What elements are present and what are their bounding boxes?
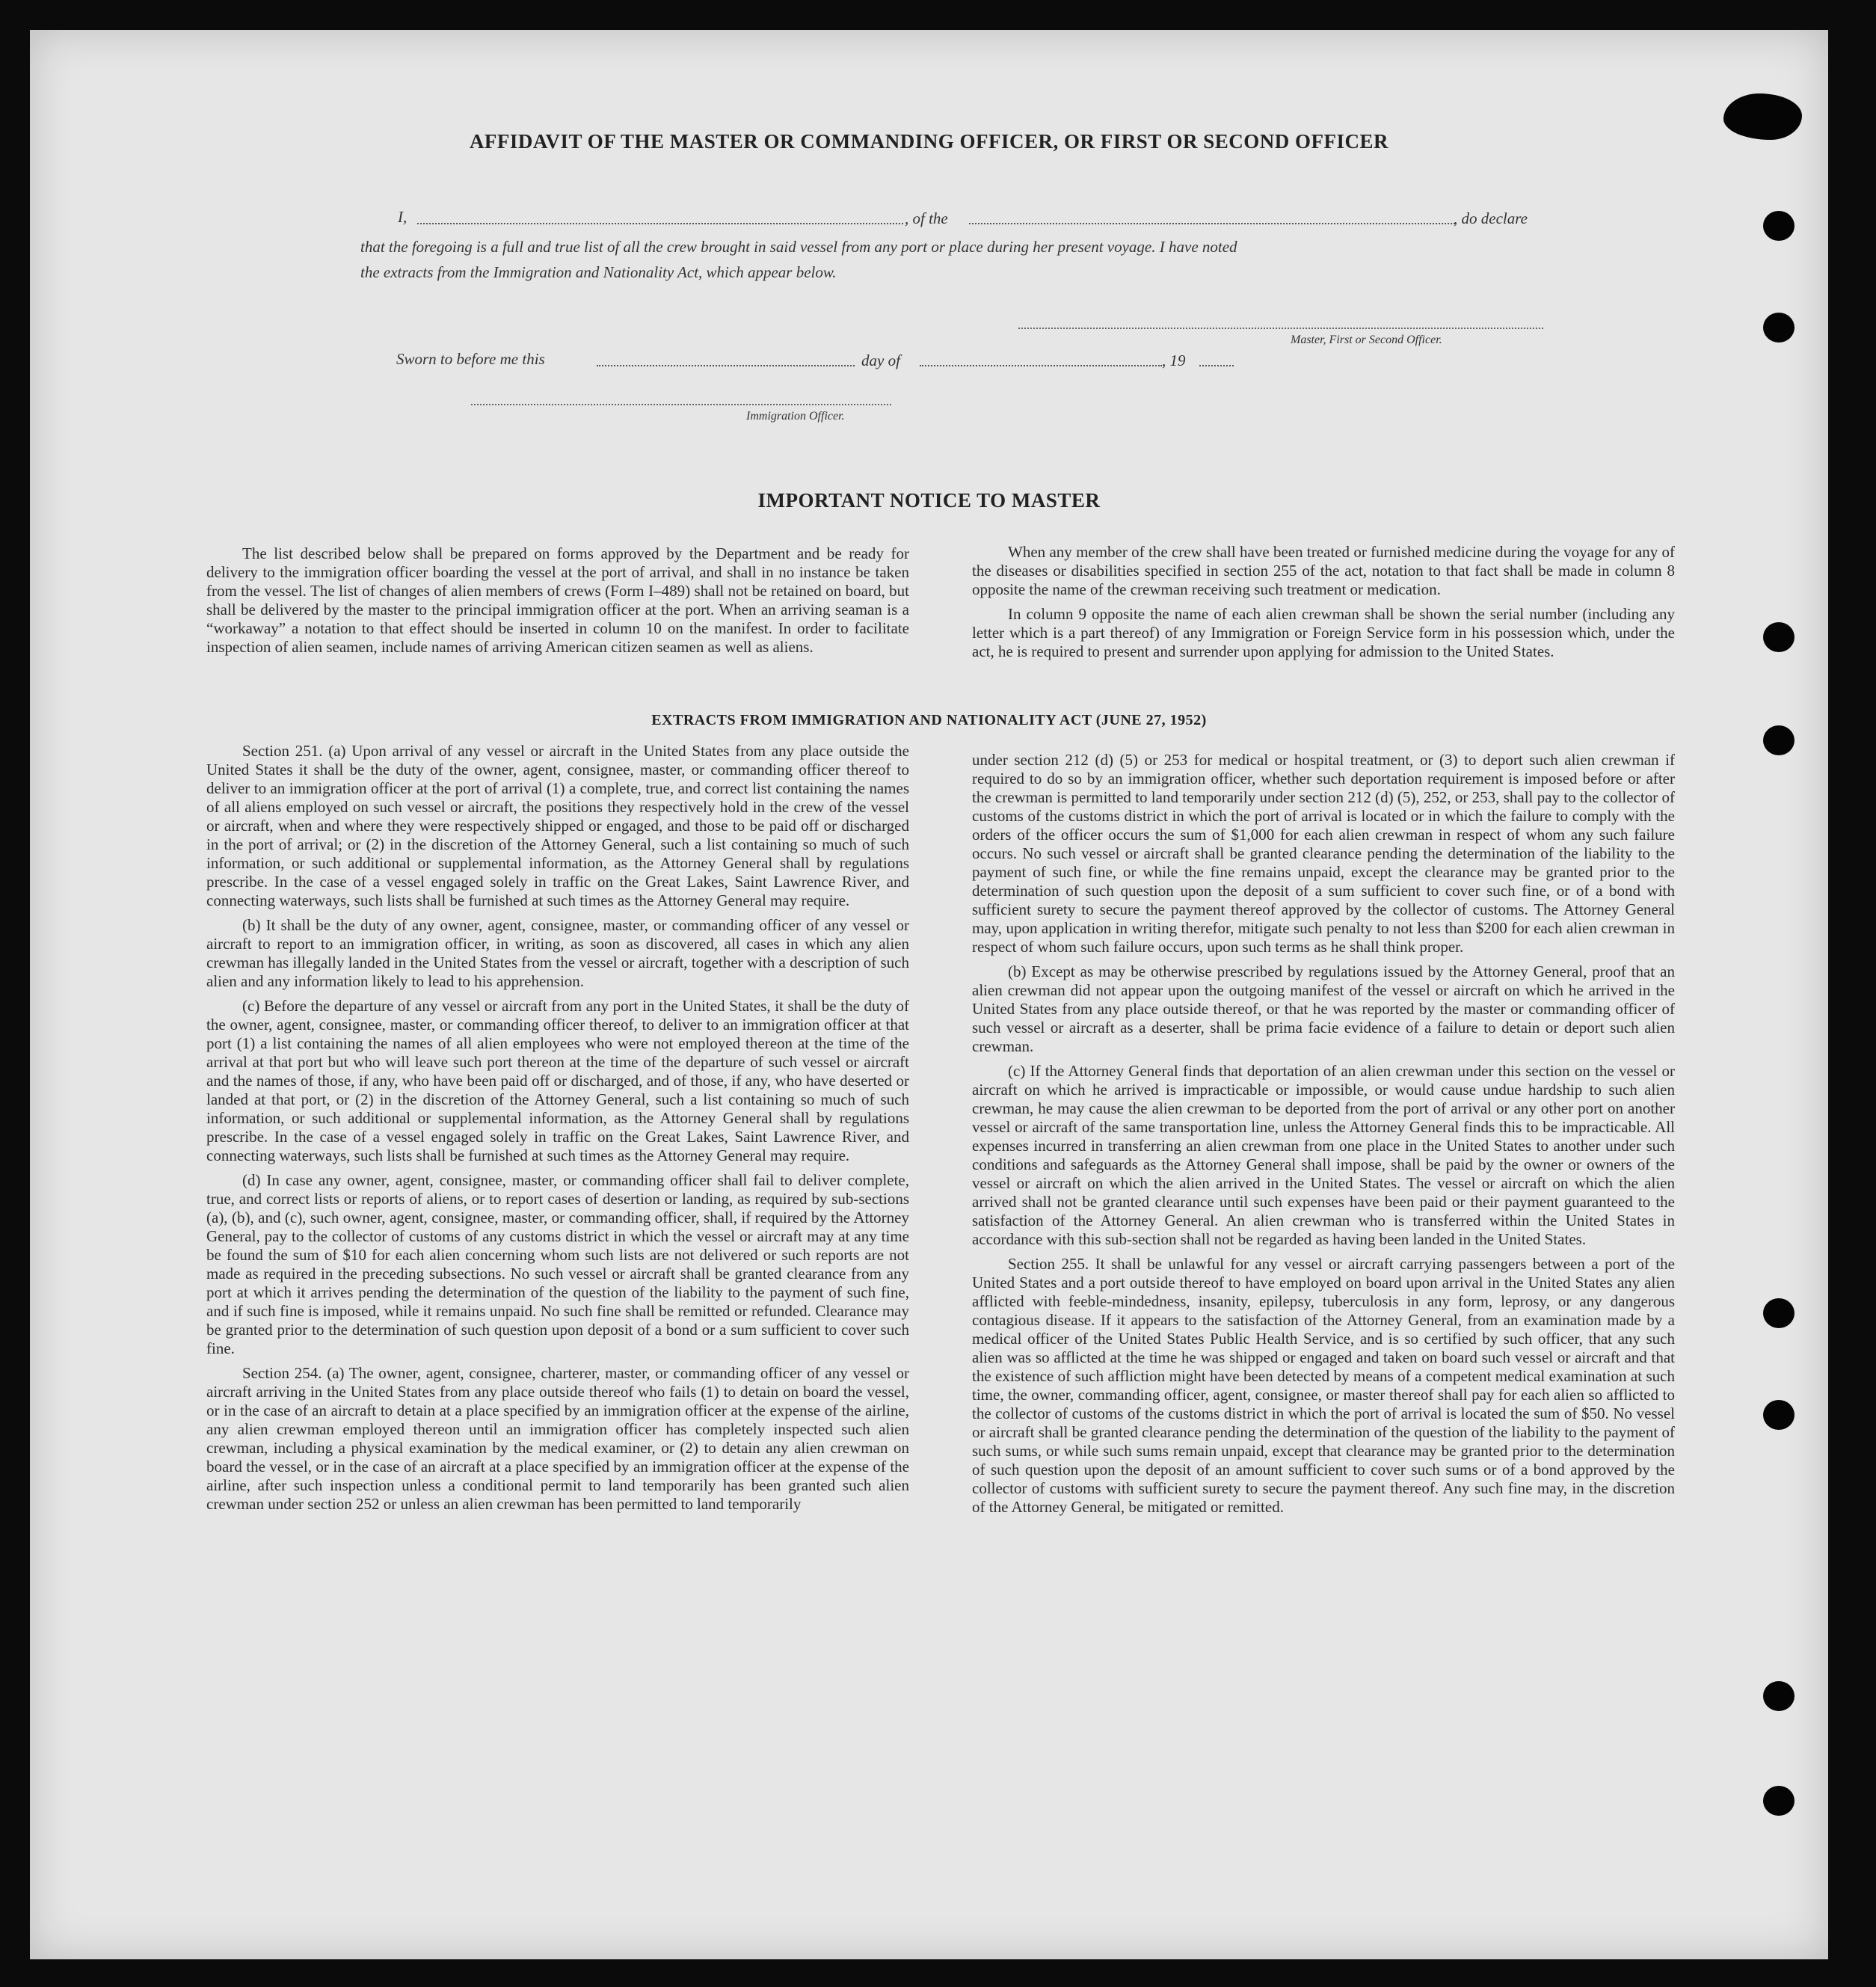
sworn-month-field[interactable]: [920, 365, 1162, 366]
day-of-label: day of: [861, 351, 900, 369]
section-paragraph: (c) Before the departure of any vessel or aircraft from any port in the United States, it shall be the duty of the owner, agent, consignee, master, or commanding officer thereof, to deliver to an immigration officer at that port (1) a list containing the names of all alien employees who were not employed thereon at the time of the arrival at that port but who will leave such port thereon at the time of the departure of such vessel or aircraft and the names of those, if any, who have been paid off or discharged, and of those, if any, who have deserted or landed at that port, or (2) in the discretion of the Attorney General, such a list containing so much of such information, or such additional or supplemental information, as the Attorney General shall by regulations prescribe. In the case of a vessel engaged solely in traffic on the Great Lakes, Saint Lawrence River, and connecting waterways, such lists shall be furnished at such times as the Attorney General may require.: [206, 997, 909, 1164]
notice-title: IMPORTANT NOTICE TO MASTER: [757, 489, 1101, 512]
section-paragraph: (b) Except as may be otherwise prescribed by regulations issued by the Attorney General, proof that an alien crewman did not appear upon the outgoing manifest of the vessel or aircraft on which he arrived in the United States from any place outside thereof, or that he was reported by the master or commanding officer of such vessel or aircraft as a deserter, shall be prima facie evidence of a failure to detain or deport such alien crewman.: [972, 962, 1675, 1055]
binder-hole: [1763, 1681, 1794, 1711]
section-paragraph: under section 212 (d) (5) or 253 for medical or hospital treatment, or (3) to deport such alien crewman if required to do so by an immigration officer, whether such deportation requirement is imposed before or after the crewman is permitted to land temporarily under section 212 (d) (5), 252, or 253, shall pay to the collector of customs of the customs district in which the port of arrival is located or in which the failure to comply with the orders of the officer occurs the sum of $1,000 for each alien crewman in respect of whom any such failure occurs. No such vessel or aircraft shall be granted clearance pending the determination of the liability to the payment of such fine, or while the fine remains unpaid, except the clearance may be granted prior to the determination of such question upon the deposit of a sum sufficient to cover such fine, or of a bond with sufficient surety to secure the payment thereof approved by the collector of customs. The Attorney General may, upon application in writing therefor, mitigate such penalty to not less than $200 for each alien crewman in respect of whom such failure occurs, upon such terms as he shall think proper.: [972, 751, 1675, 956]
section-paragraph: (c) If the Attorney General finds that deportation of an alien crewman under this section on the vessel or aircraft on which he arrived is impracticable or impossible, or would cause undue hardship to such alien crewman, he may cause the alien crewman to be deported from the port of arrival or any other port on another vessel or aircraft of the same transportation line, unless the Attorney General finds this to be impracticable. All expenses incurred in transferring an alien crewman from one place in the United States to another under such conditions and safeguards as the Attorney General shall impose, shall be paid by the owner or owners of the vessel or aircraft on which the alien arrived in the United States. The vessel or aircraft on which the alien arrived shall not be granted clearance until such expenses have been paid or their payment guaranteed to the satisfaction of the Attorney General. An alien crewman who is transferred within the United States in accordance with this sub-section shall not be regarded as having been landed in the United States.: [972, 1062, 1675, 1248]
binder-hole: [1763, 1400, 1794, 1430]
declarant-name-field[interactable]: [417, 223, 903, 224]
affidavit-statement-line: that the foregoing is a full and true list of all the crew brought in said vessel from any port or place during her present voyage. I have noted: [360, 238, 1237, 256]
affidavit-title: AFFIDAVIT OF THE MASTER OR COMMANDING OFFICER, OR FIRST OR SECOND OFFICER: [469, 130, 1389, 153]
section-paragraph: Section 254. (a) The owner, agent, consignee, charterer, master, or commanding officer of any vessel or aircraft arriving in the United States from any place outside thereof who fails (1) to detain on board the vessel, or in the case of an aircraft to detain at a place specified by an immigration officer at the expense of the airline, any alien crewman employed thereon until an immigration officer has completely inspected such alien crewman, including a physical examination by the medical examiner, or (2) to detain any alien crewman on board the vessel, or in the case of an aircraft at a place specified by an immigration officer at the expense of the airline, after such inspection unless a conditional permit to land temporarily has been granted such alien crewman under section 252 or unless an alien crewman has been permitted to land temporarily: [206, 1364, 909, 1513]
section-paragraph: (b) It shall be the duty of any owner, agent, consignee, master, or commanding officer of any vessel or aircraft to report to an immigration officer, in writing, as soon as discovered, all cases in which any alien crewman has illegally landed in the United States from the vessel or aircraft, together with a description of such alien and any information likely to lead to his apprehension.: [206, 916, 909, 990]
notice-right-column: [972, 543, 1675, 667]
notice-paragraph: When any member of the crew shall have been treated or furnished medicine during the voyage for any of the diseases or disabilities specified in section 255 of the act, notation to that fact shall be made in column 8 opposite the name of the crewman receiving such treatment or medication.: [972, 543, 1675, 598]
section-paragraph: Section 255. It shall be unlawful for any vessel or aircraft carrying passengers between a port of the United States and a port outside thereof to have employed on board upon arrival in the United States any alien afflicted with feeble-mindedness, insanity, epilepsy, tuberculosis in any form, leprosy, or any dangerous contagious disease. If it appears to the satisfaction of the Attorney General, from an examination made by a medical officer of the United States Public Health Service, and is so certified by such officer, that any such alien was so afflicted at the time he was shipped or engaged and taken on board such vessel or aircraft and that the existence of such affliction might have been detected by means of a competent medical examination at such time, the owner, commanding officer, agent, consignee, or master thereof shall pay for each alien so afflicted to the collector of customs of the customs district in which the port of arrival is located the sum of $50. No vessel or aircraft shall be granted clearance pending the determination of the question of the liability to the payment of such sums, or while such sums remain unpaid, except that clearance may be granted prior to the determination of such question upon the deposit of an amount sufficient to cover such sums or of a bond approved by the collector of customs with sufficient surety to secure the payment thereof. Any such fine may, in the discretion of the Attorney General, be mitigated or remitted.: [972, 1255, 1675, 1516]
extracts-left-column: [206, 742, 909, 1520]
binder-hole: [1763, 622, 1794, 652]
affidavit-statement-line: the extracts from the Immigration and Nationality Act, which appear below.: [360, 263, 837, 281]
extracts-right-column: [972, 751, 1675, 1523]
affidavit-declare-label: , do declare: [1454, 209, 1528, 227]
section-paragraph: (d) In case any owner, agent, consignee, master, or commanding officer shall fail to deliver complete, true, and correct lists or reports of aliens, or to report cases of desertion or landing, as required by sub-sections (a), (b), and (c), such owner, agent, consignee, master, or commanding officer, shall, if required by the Attorney General, pay to the collector of customs of any customs district in which the vessel or aircraft may at any time be found the sum of $10 for each alien concerning whom such lists are not delivered or such reports are not made as required in the preceding subsections. No such vessel or aircraft shall be granted clearance from any port at which it arrives pending the determination of the question of the liability to the payment of such fine, and if such fine is imposed, while it remains unpaid. No such fine shall be remitted or refunded. Clearance may be granted prior to the determination of such question upon deposit of a bond or a sum sufficient to cover such fine.: [206, 1171, 909, 1357]
notice-paragraph: The list described below shall be prepared on forms approved by the Department and be ready for delivery to the immigration officer boarding the vessel at the port of arrival, and shall in no instance be taken from the vessel. The list of changes of alien members of crews (Form I–489) shall not be retained on board, but shall be delivered by the master to the principal immigration officer at the port. When an arriving seaman is a “workaway” a notation to that effect should be inserted in column 10 on the manifest. In order to facilitate inspection of alien seamen, include names of arriving American citizen seamen as well as aliens.: [206, 544, 909, 656]
sworn-year-field[interactable]: [1199, 365, 1234, 366]
affidavit-of-the-label: , of the: [905, 209, 948, 227]
notice-left-column: [206, 544, 909, 663]
section-paragraph: Section 251. (a) Upon arrival of any vessel or aircraft in the United States from any place outside the United States it shall be the duty of the owner, agent, consignee, master, or commanding officer thereof to deliver to an immigration officer at the port of arrival (1) a complete, true, and correct list containing the names of all aliens employed on such vessel or aircraft, the positions they respectively hold in the crew of the vessel or aircraft, when and where they were respectively shipped or engaged, and those to be paid off or discharged in the port of arrival; or (2) in the discretion of the Attorney General, such a list containing so much of such information, or such additional or supplemental information, as the Attorney General shall by regulations prescribe. In the case of a vessel engaged solely in traffic on the Great Lakes, Saint Lawrence River, and connecting waterways, such lists shall be furnished at such times as the Attorney General may require.: [206, 742, 909, 909]
binder-hole: [1763, 1786, 1794, 1816]
document-page: [30, 30, 1828, 1959]
signature-caption: Master, First or Second Officer.: [1291, 334, 1442, 346]
affidavit-i-label: I,: [398, 208, 408, 226]
immigration-officer-signature-line[interactable]: [471, 404, 891, 405]
binder-hole: [1763, 211, 1794, 241]
extracts-title: EXTRACTS FROM IMMIGRATION AND NATIONALITY ACT (JUNE 27, 1952): [651, 712, 1207, 728]
notice-paragraph: In column 9 opposite the name of each alien crewman shall be shown the serial number (including any letter which is a part thereof) of any Immigration or Foreign Service form in his possession which, under the act, he is required to present and surrender upon applying for admission to the United States.: [972, 605, 1675, 660]
vessel-name-field[interactable]: [969, 223, 1455, 224]
binder-hole: [1763, 313, 1794, 343]
sworn-day-field[interactable]: [597, 365, 855, 366]
year-label: , 19: [1162, 351, 1186, 369]
binder-hole: [1763, 725, 1794, 755]
immigration-officer-caption: Immigration Officer.: [746, 410, 845, 423]
sworn-label: Sworn to before me this: [396, 350, 545, 368]
binder-hole: [1763, 1298, 1794, 1328]
officer-signature-line[interactable]: [1018, 328, 1543, 329]
